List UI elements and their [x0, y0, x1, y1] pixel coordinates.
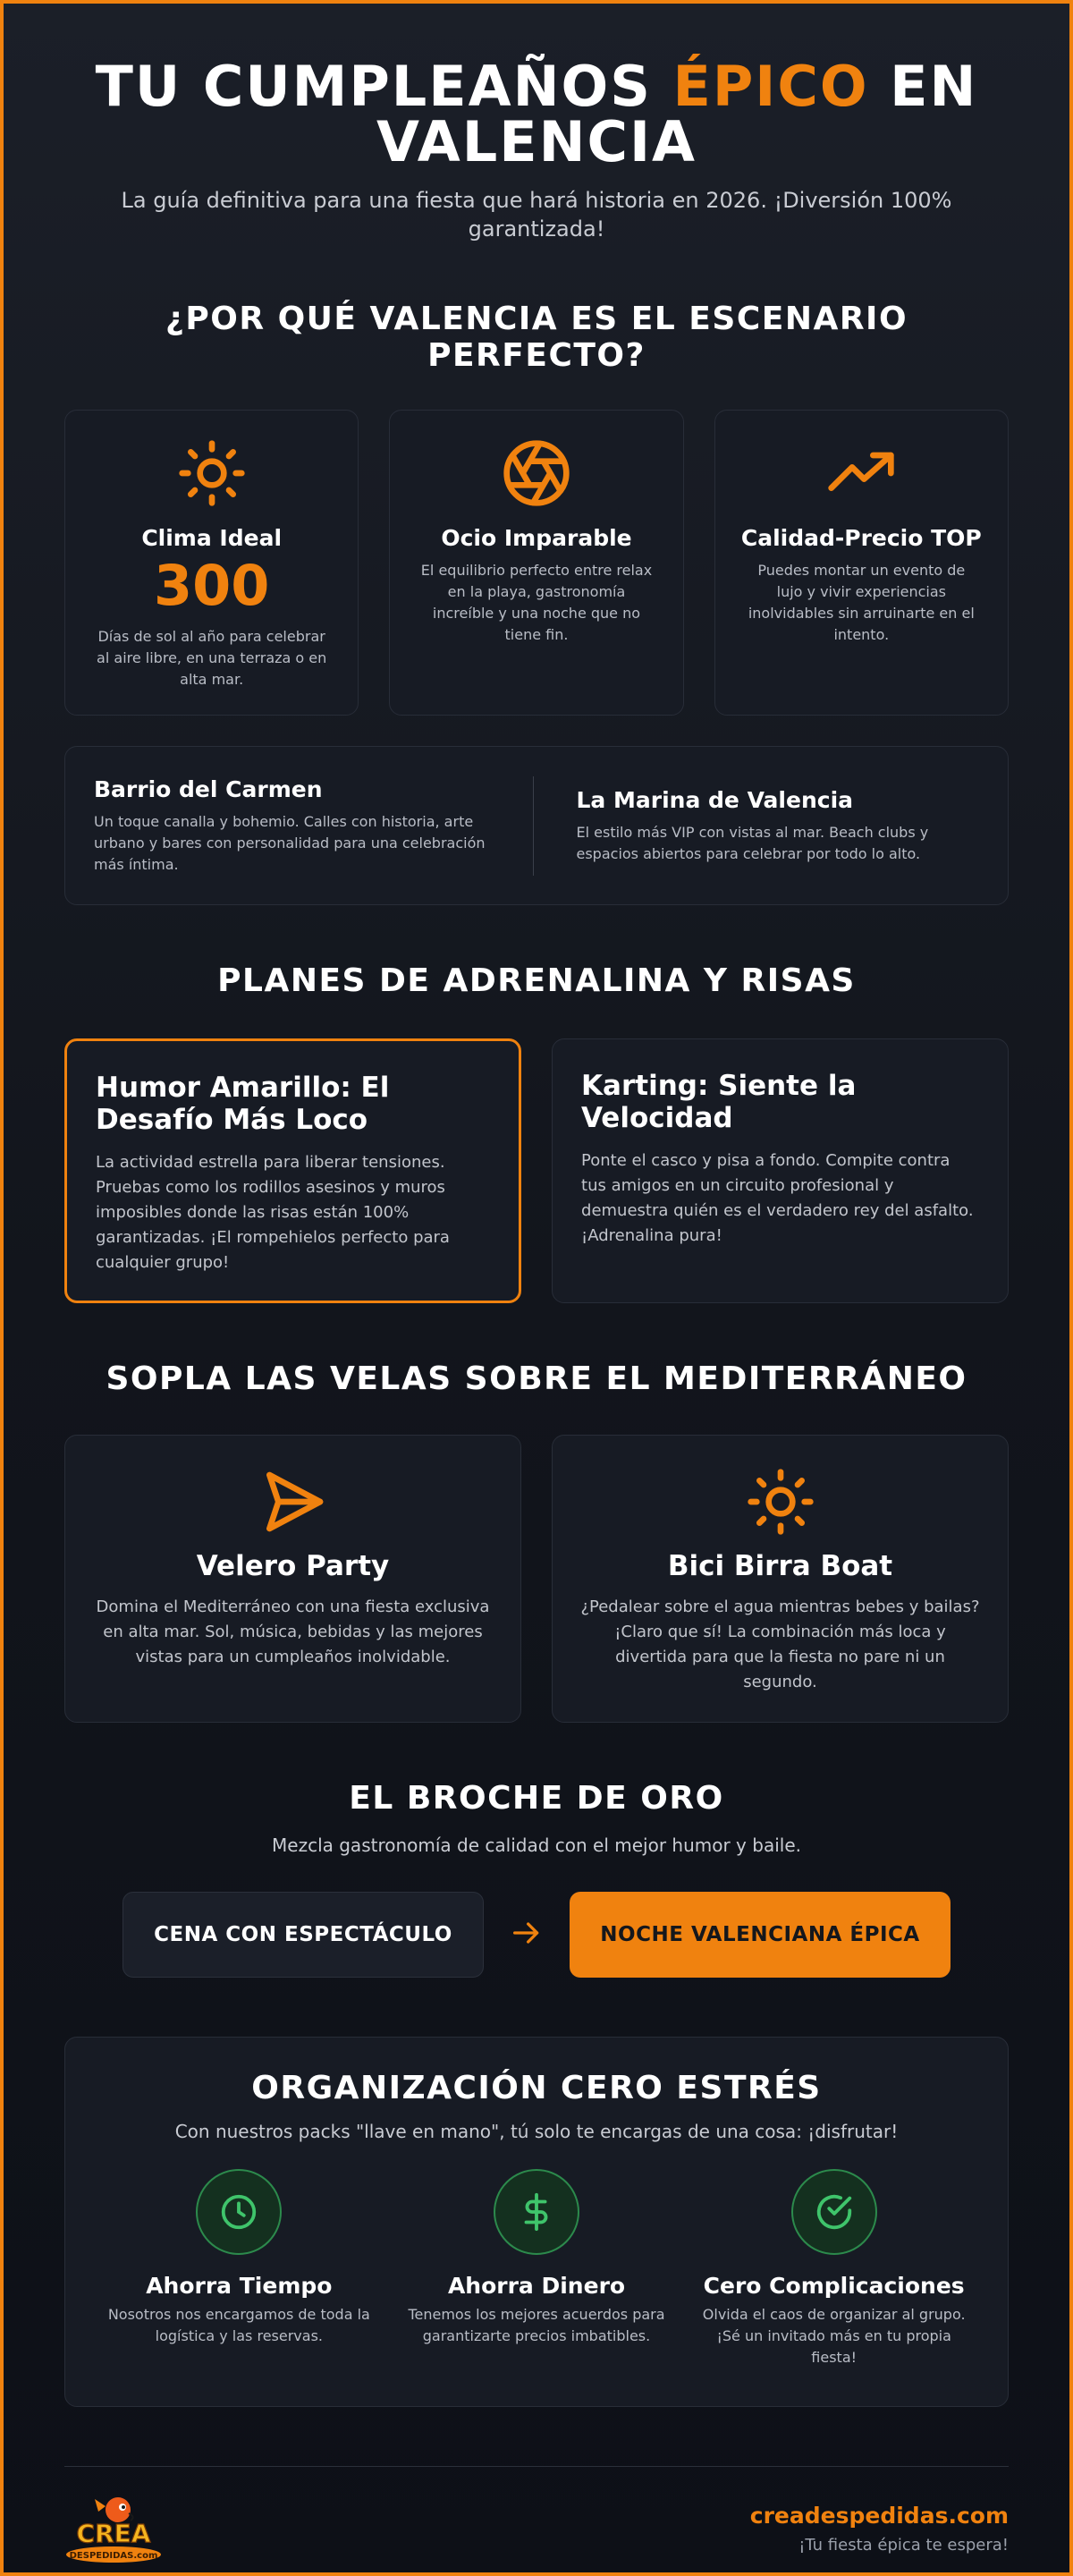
sea-title-item: Velero Party: [196, 1550, 390, 1582]
plan-text: Ponte el casco y pisa a fondo. Compite contra tus amigos en un circuito profesional y demuestra quién es el verdadero rey del asfalto. ¡Adrenalina pura!: [581, 1151, 974, 1245]
plan-title: Humor Amarillo: El Desafío Más Loco: [96, 1072, 390, 1136]
why-card-ocio: [389, 410, 683, 716]
hero-title-accent: ÉPICO: [672, 54, 869, 119]
footer-tagline: ¡Tu fiesta épica te espera!: [798, 2536, 1009, 2555]
barrio-marina: [534, 787, 980, 865]
org-item-dinero: [388, 2169, 686, 2368]
footer: [64, 2466, 1009, 2563]
org-item-text: Olvida el caos de organizar al grupo. ¡Sé un invitado más en tu propia fiesta!: [702, 2306, 966, 2366]
oro-row: [64, 1892, 1009, 1978]
org-item-title: Cero Complicaciones: [703, 2273, 965, 2299]
dollar-icon: [494, 2169, 579, 2255]
sea-title: SOPLA LAS VELAS SOBRE EL MEDITERRÁNEO: [106, 1360, 967, 1397]
why-card-text: Días de sol al año para celebrar al aire libre, en una terraza o en alta mar.: [97, 628, 327, 688]
why-card-title: Calidad-Precio TOP: [740, 525, 982, 551]
sun-icon: [65, 437, 358, 509]
why-card-title: Clima Ideal: [141, 525, 283, 551]
barrio-text: Un toque canalla y bohemio. Calles con historia, arte urbano y bares con personalidad para una celebración más íntima.: [94, 812, 486, 873]
org-item-complicaciones: [685, 2169, 983, 2368]
barrios-card: [64, 746, 1009, 905]
plans-grid: [64, 1038, 1009, 1303]
sea-text: ¿Pedalear sobre el agua mientras bebes y bailas? ¡Claro que sí! La combinación más loca y divertida para que la fiesta no pare ni un segundo.: [580, 1597, 980, 1691]
plans-title: PLANES DE ADRENALINA Y RISAS: [217, 962, 856, 999]
hero-title-part2: EN: [890, 54, 978, 119]
why-title: ¿POR QUÉ VALENCIA ES EL ESCENARIO PERFECTO?: [165, 301, 908, 374]
organizacion-card: [64, 2037, 1009, 2407]
arrow-right-icon: [509, 1915, 545, 1954]
plan-text: La actividad estrella para liberar tensiones. Pruebas como los rodillos asesinos y muros imposibles donde las risas están 100% garantizadas. ¡El rompehielos perfecto para cualquier grupo!: [96, 1153, 450, 1272]
sun-icon: [553, 1466, 1008, 1538]
why-card-precio: [714, 410, 1009, 716]
barrio-title: La Marina de Valencia: [576, 786, 854, 813]
clock-icon: [196, 2169, 282, 2255]
sea-text: Domina el Mediterráneo con una fiesta exclusiva en alta mar. Sol, música, bebidas y las mejores vistas para un cumpleaños inolvidable.: [96, 1597, 490, 1666]
sea-velero-party[interactable]: [64, 1435, 521, 1723]
sun-days-stat: 300: [153, 553, 270, 618]
org-title: ORGANIZACIÓN CERO ESTRÉS: [251, 2070, 822, 2106]
cena-espectaculo-button[interactable]: CENA CON ESPECTÁCULO: [123, 1892, 484, 1978]
plan-karting[interactable]: [552, 1038, 1009, 1303]
footer-right: [750, 2503, 1009, 2555]
oro-subtitle: Mezcla gastronomía de calidad con el mejor humor y baile.: [272, 1835, 801, 1856]
oro-title: EL BROCHE DE ORO: [349, 1780, 724, 1817]
why-card-title: Ocio Imparable: [441, 525, 632, 551]
plan-title: Karting: Siente la Velocidad: [581, 1070, 857, 1134]
hero-title-line2: VALENCIA: [376, 109, 697, 174]
sea-bici-birra-boat[interactable]: [552, 1435, 1009, 1723]
plan-humor-amarillo[interactable]: [64, 1038, 521, 1303]
hero-title-part1: TU CUMPLEAÑOS: [95, 54, 652, 119]
org-subtitle: Con nuestros packs "llave en mano", tú solo te encargas de una cosa: ¡disfrutar!: [174, 2121, 899, 2142]
org-item-tiempo: [90, 2169, 388, 2368]
org-item-text: Nosotros nos encargamos de toda la logística y las reservas.: [107, 2306, 370, 2344]
org-item-title: Ahorra Tiempo: [146, 2273, 333, 2299]
sea-title-item: Bici Birra Boat: [667, 1550, 893, 1582]
org-item-title: Ahorra Dinero: [447, 2273, 626, 2299]
svg-text:CREA: CREA: [76, 2519, 151, 2548]
aperture-icon: [390, 437, 682, 509]
why-card-text: Puedes montar un evento de lujo y vivir experiencias inolvidables sin arruinarte en el intento.: [748, 562, 975, 643]
why-card-text: El equilibrio perfecto entre relax en la playa, gastronomía increíble y una noche que no tiene fin.: [420, 562, 653, 643]
trending-up-icon: [715, 437, 1008, 509]
check-circle-icon: [791, 2169, 877, 2255]
crea-despedidas-logo[interactable]: [64, 2494, 163, 2563]
send-icon: [65, 1466, 520, 1538]
barrio-carmen: [94, 776, 534, 876]
why-grid: [64, 410, 1009, 716]
org-grid: [65, 2169, 1008, 2368]
org-item-text: Tenemos los mejores acuerdos para garantizarte precios imbatibles.: [408, 2306, 665, 2344]
noche-valenciana-button[interactable]: NOCHE VALENCIANA ÉPICA: [570, 1892, 950, 1978]
svg-text:DESPEDIDAS.com: DESPEDIDAS.com: [69, 2551, 158, 2561]
hero-subtitle: La guía definitiva para una fiesta que hará historia en 2026. ¡Diversión 100% garantizada!: [121, 188, 952, 242]
hero-title: [64, 54, 1009, 174]
why-card-clima: [64, 410, 359, 716]
barrio-text: El estilo más VIP con vistas al mar. Beach clubs y espacios abiertos para celebrar por todo lo alto.: [576, 823, 929, 862]
sea-grid: [64, 1435, 1009, 1723]
barrio-title: Barrio del Carmen: [94, 775, 323, 802]
site-link[interactable]: creadespedidas.com: [749, 2503, 1009, 2529]
